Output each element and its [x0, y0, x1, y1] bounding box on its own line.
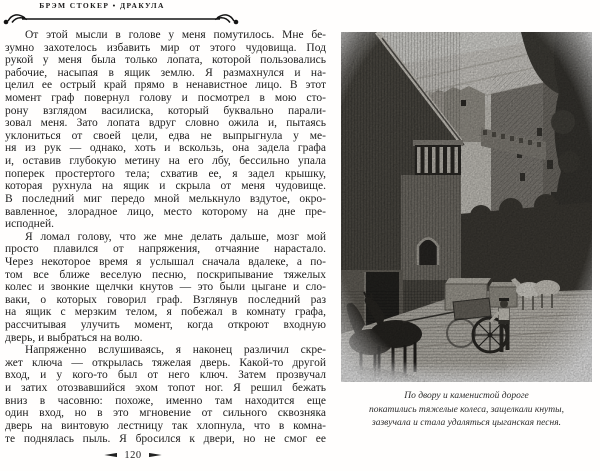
text-line: ня из рук — однако, хоть и вскользь, она задела графа: [5, 142, 326, 155]
text-line: Я ломал голову, что же мне делать дальше, мозг мой: [25, 230, 326, 243]
paragraph: [5, 231, 326, 344]
folio-dash-left-ornament: [104, 453, 117, 458]
text-line: рабочие, насыпая в ящик землю. Я размахнулся и на-: [5, 66, 326, 79]
text-line: рукой у меня была только лопата, которой пользовались: [5, 54, 326, 67]
running-header-title: БРЭМ СТОКЕР • ДРАКУЛА: [39, 1, 165, 10]
text-line: вход, и у кого-то был от него ключ. Затем прозвучал: [5, 369, 326, 382]
page-number: 120: [124, 449, 142, 461]
text-line: те поднялась пыль. Я бросился к двери, но не смог ее: [5, 432, 326, 445]
text-line: дверь, и выбраться на волю.: [5, 331, 143, 344]
text-line: Напряженно вслушиваясь, я наконец различил скре-: [25, 344, 326, 357]
text-line: Через некоторое время я услышал сначала вдалеке, а по-: [5, 255, 326, 268]
text-line: и затих отозвавшийся эхом топот ног. Я решил бежать: [5, 382, 326, 395]
text-line: поперек простертого тела; схватив ее, я задел крышку,: [5, 167, 326, 180]
paragraph: [5, 29, 326, 231]
text-line: момент граф повернул голову и посмотрел в мою сто-: [5, 92, 326, 105]
text-line: вавленное, злорадное лицо, место которому на дне пре-: [5, 205, 326, 218]
text-line: том все ближе веселую песню, поскрипывание тяжелых: [5, 268, 326, 281]
illustration-frame: [341, 32, 592, 382]
castle-courtyard-illustration: [341, 32, 592, 382]
text-line: один вход, но в это мгновение от сильного сквозняка: [5, 407, 326, 420]
text-line: просто плавился от напряжения, отчаяние нарастало.: [5, 243, 326, 256]
text-line: колес и звонкие щелчки кнутов — это были цыгане и сло-: [5, 281, 326, 294]
text-line: зовал меня. Зато лопата вдруг словно ожила и, пытаясь: [5, 117, 326, 130]
folio-dash-right-ornament: [149, 453, 162, 458]
text-line: жет ключа — открылась тяжелая дверь. Какой-то другой: [5, 356, 326, 369]
text-line: и, оставив глубокую метину на его лбу, бессильно упала: [5, 155, 326, 168]
text-line: исподней.: [5, 218, 54, 231]
caption-line: покатились тяжелые колеса, защелкали кнуты,: [369, 404, 564, 415]
text-line: рассчитывая улучить момент, когда откроют входную: [5, 319, 326, 332]
header-ornament-rule: [2, 10, 240, 26]
illustration-caption: [341, 390, 592, 431]
caption-line: зазвучала и стала удаляться цыганская песня.: [372, 418, 561, 428]
caption-line: По двору и каменистой дороге: [404, 391, 529, 401]
page-number-folio: [63, 448, 203, 462]
body-text: [5, 29, 326, 445]
text-line: В последний миг передо мной мелькнуло вздутое, окро-: [5, 192, 326, 205]
text-line: уклониться от своей цели, едва не выпрыгнула у ме-: [5, 129, 326, 142]
text-line: на ящик с мерзким телом, я побежал в комнату графа,: [5, 306, 326, 319]
text-line: дверь на винтовую лестницу так хлопнула, что в комна-: [5, 419, 326, 432]
text-line: От этой мысли в голове у меня помутилось. Мне бе-: [25, 29, 326, 41]
paragraph: [5, 344, 326, 445]
text-line: зумно захотелось избавить мир от этого чудовища. Под: [5, 41, 326, 54]
text-line: которая рухнула на ящик и скрыла от меня чудовище.: [5, 180, 326, 193]
text-line: рону взглядом василиска, который буквально парали-: [5, 104, 326, 117]
text-line: целил ее острый край прямо в ненавистное лицо. В этот: [5, 79, 326, 92]
text-line: ваки, о которых говорил граф. Взглянув последний раз: [5, 293, 326, 306]
text-line: вниз в часовню: похоже, именно там находится еще: [5, 394, 326, 407]
